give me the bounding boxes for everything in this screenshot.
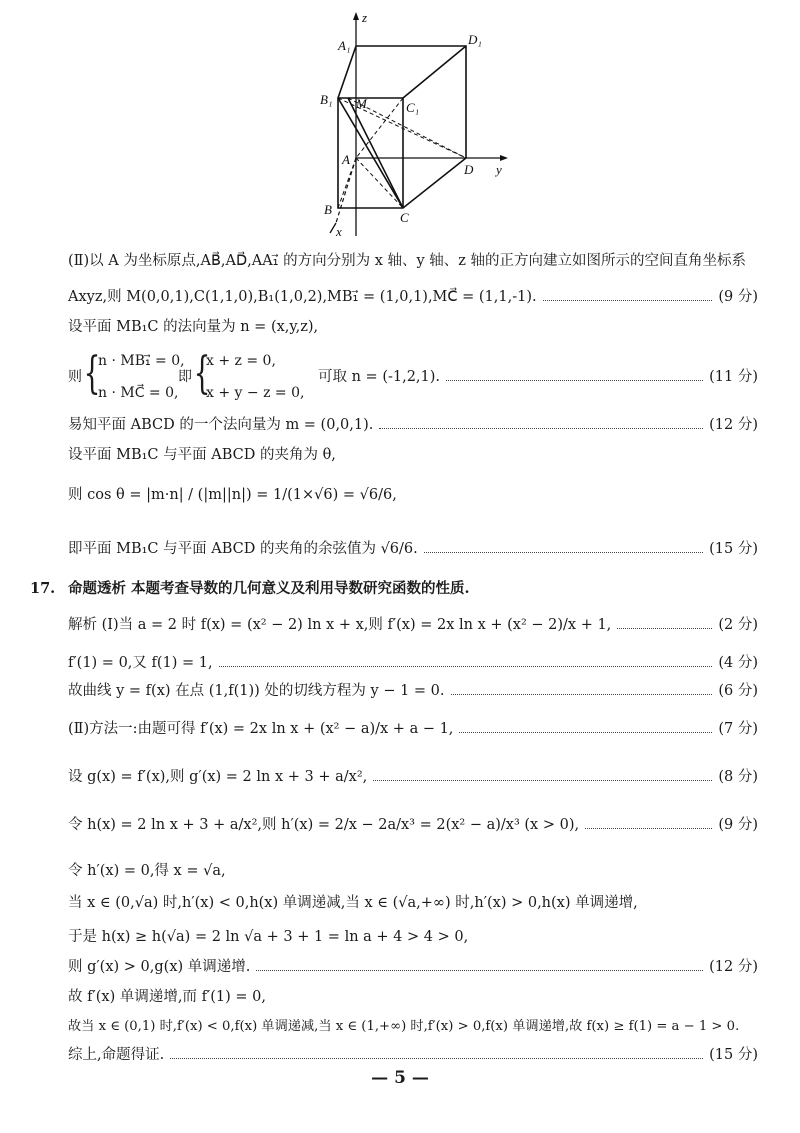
label-y: y	[496, 162, 502, 177]
line-text: (Ⅱ)方法一:由题可得 f′(x) = 2x ln x + (x² − a)/x + a − 1,	[68, 721, 454, 737]
label-A: A	[342, 152, 350, 167]
score-label: (12 分)	[709, 417, 758, 433]
solution-line	[68, 860, 758, 882]
dot-leader	[424, 552, 703, 553]
line-text: 综上,命题得证.	[68, 1047, 165, 1063]
dot-leader	[451, 694, 713, 695]
label-B: B	[324, 202, 332, 217]
line-text: 故当 x ∈ (0,1) 时,f′(x) < 0,f(x) 单调递减,当 x ∈ (1,+∞) 时,f′(x) > 0,f(x) 单调递增,故 f(x) ≥ f(1) = a − 1 > 0.	[68, 1019, 740, 1034]
solution-line	[68, 1044, 758, 1066]
solution-line	[318, 366, 758, 388]
solution-line	[68, 250, 758, 272]
label-A1: A₁	[338, 38, 351, 53]
system-eq3: x + z = 0,	[206, 353, 276, 369]
solution-line	[68, 286, 758, 308]
solution-line	[68, 484, 758, 506]
solution-line	[68, 986, 758, 1008]
dot-leader	[446, 380, 703, 381]
line-text: (Ⅱ)以 A 为坐标原点,AB⃗,AD⃗,AA₁⃗ 的方向分别为 x 轴、y 轴、z 轴的正方向建立如图所示的空间直角坐标系	[68, 253, 747, 269]
label-D: D	[464, 162, 474, 177]
line-text: 故 f′(x) 单调递增,而 f′(1) = 0,	[68, 989, 266, 1005]
solution-line	[68, 414, 758, 436]
line-text: 命题透析 本题考查导数的几何意义及利用导数研究函数的性质.	[68, 580, 470, 597]
question-number: 17.	[30, 580, 56, 597]
line-text: 令 h(x) = 2 ln x + 3 + a/x²,则 h′(x) = 2/x − 2a/x³ = 2(x² − a)/x³ (x > 0),	[68, 817, 580, 833]
system-prefix: 则	[68, 369, 82, 385]
solution-line	[68, 956, 758, 978]
score-label: (7 分)	[718, 721, 758, 737]
label-C: C	[400, 210, 409, 225]
solution-line	[68, 538, 758, 560]
dot-leader	[256, 970, 703, 971]
system-eq1: n · MB₁⃗ = 0,	[98, 353, 185, 369]
line-text: 故曲线 y = f(x) 在点 (1,f(1)) 处的切线方程为 y − 1 = 0.	[68, 683, 445, 699]
solution-line	[68, 718, 758, 740]
line-text: 解析 (Ⅰ)当 a = 2 时 f(x) = (x² − 2) ln x + x,则 f′(x) = 2x ln x + (x² − 2)/x + 1,	[68, 617, 612, 633]
solution-line	[68, 444, 758, 466]
dot-leader	[219, 666, 713, 667]
score-label: (8 分)	[718, 769, 758, 785]
line-text: 则 g′(x) > 0,g(x) 单调递增.	[68, 959, 251, 975]
solution-line	[68, 1016, 758, 1038]
solution-line	[68, 316, 758, 338]
label-B1: B₁	[320, 92, 333, 107]
line-text: Axyz,则 M(0,0,1),C(1,1,0),B₁(1,0,2),MB₁⃗ = (1,0,1),MC⃗ = (1,1,-1).	[68, 289, 537, 305]
line-text: 设平面 MB₁C 与平面 ABCD 的夹角为 θ,	[68, 447, 336, 463]
score-label: (15 分)	[709, 1047, 758, 1063]
solution-line	[68, 652, 758, 674]
solution-line	[68, 814, 758, 836]
dot-leader	[379, 428, 703, 429]
line-text: 即平面 MB₁C 与平面 ABCD 的夹角的余弦值为 √6/6.	[68, 541, 418, 557]
score-label: (9 分)	[718, 289, 758, 305]
score-label: (6 分)	[718, 683, 758, 699]
label-D1: D₁	[468, 32, 482, 47]
dot-leader	[170, 1058, 703, 1059]
label-z: z	[362, 10, 368, 25]
score-label: (15 分)	[709, 541, 758, 557]
score-label: (2 分)	[718, 617, 758, 633]
system-eq2: n · MC⃗ = 0,	[98, 385, 179, 401]
line-text: 当 x ∈ (0,√a) 时,h′(x) < 0,h(x) 单调递减,当 x ∈ (√a,+∞) 时,h′(x) > 0,h(x) 单调递增,	[68, 895, 638, 911]
dot-leader	[617, 628, 712, 629]
label-M: M	[356, 96, 367, 111]
cube-coordinate-figure	[318, 8, 518, 238]
solution-line	[68, 578, 758, 600]
solution-line	[68, 614, 758, 636]
score-label: (12 分)	[709, 959, 758, 975]
line-text: 于是 h(x) ≥ h(√a) = 2 ln √a + 3 + 1 = ln a + 4 > 4 > 0,	[68, 929, 469, 945]
score-label: (4 分)	[718, 655, 758, 671]
line-text: 易知平面 ABCD 的一个法向量为 m = (0,0,1).	[68, 417, 374, 433]
line-text: 令 h′(x) = 0,得 x = √a,	[68, 863, 226, 879]
left-brace: {	[83, 348, 101, 399]
line-text: 设 g(x) = f′(x),则 g′(x) = 2 ln x + 3 + a/x²,	[68, 769, 368, 785]
solution-line	[68, 892, 758, 914]
dot-leader	[585, 828, 712, 829]
label-C1: C₁	[406, 100, 420, 115]
system-eq4: x + y − z = 0,	[206, 385, 305, 401]
solution-line	[68, 926, 758, 948]
page-number: — 5 —	[371, 1068, 429, 1088]
line-text: 设平面 MB₁C 的法向量为 n = (x,y,z),	[68, 319, 319, 335]
score-label: (9 分)	[718, 817, 758, 833]
dot-leader	[459, 732, 712, 733]
line-text: 则 cos θ = |m·n| / (|m||n|) = 1/(1×√6) = √6/6,	[68, 487, 397, 503]
left-brace: {	[193, 348, 211, 399]
line-text: 可取 n = (-1,2,1).	[318, 369, 441, 385]
line-text: f′(1) = 0,又 f(1) = 1,	[68, 655, 213, 671]
label-x: x	[336, 224, 342, 238]
solution-line	[68, 680, 758, 702]
score-label: (11 分)	[709, 369, 758, 385]
solution-line	[68, 766, 758, 788]
dot-leader	[373, 780, 712, 781]
dot-leader	[543, 300, 713, 301]
system-mid: 即	[178, 369, 192, 385]
cube-diagram	[318, 8, 518, 238]
